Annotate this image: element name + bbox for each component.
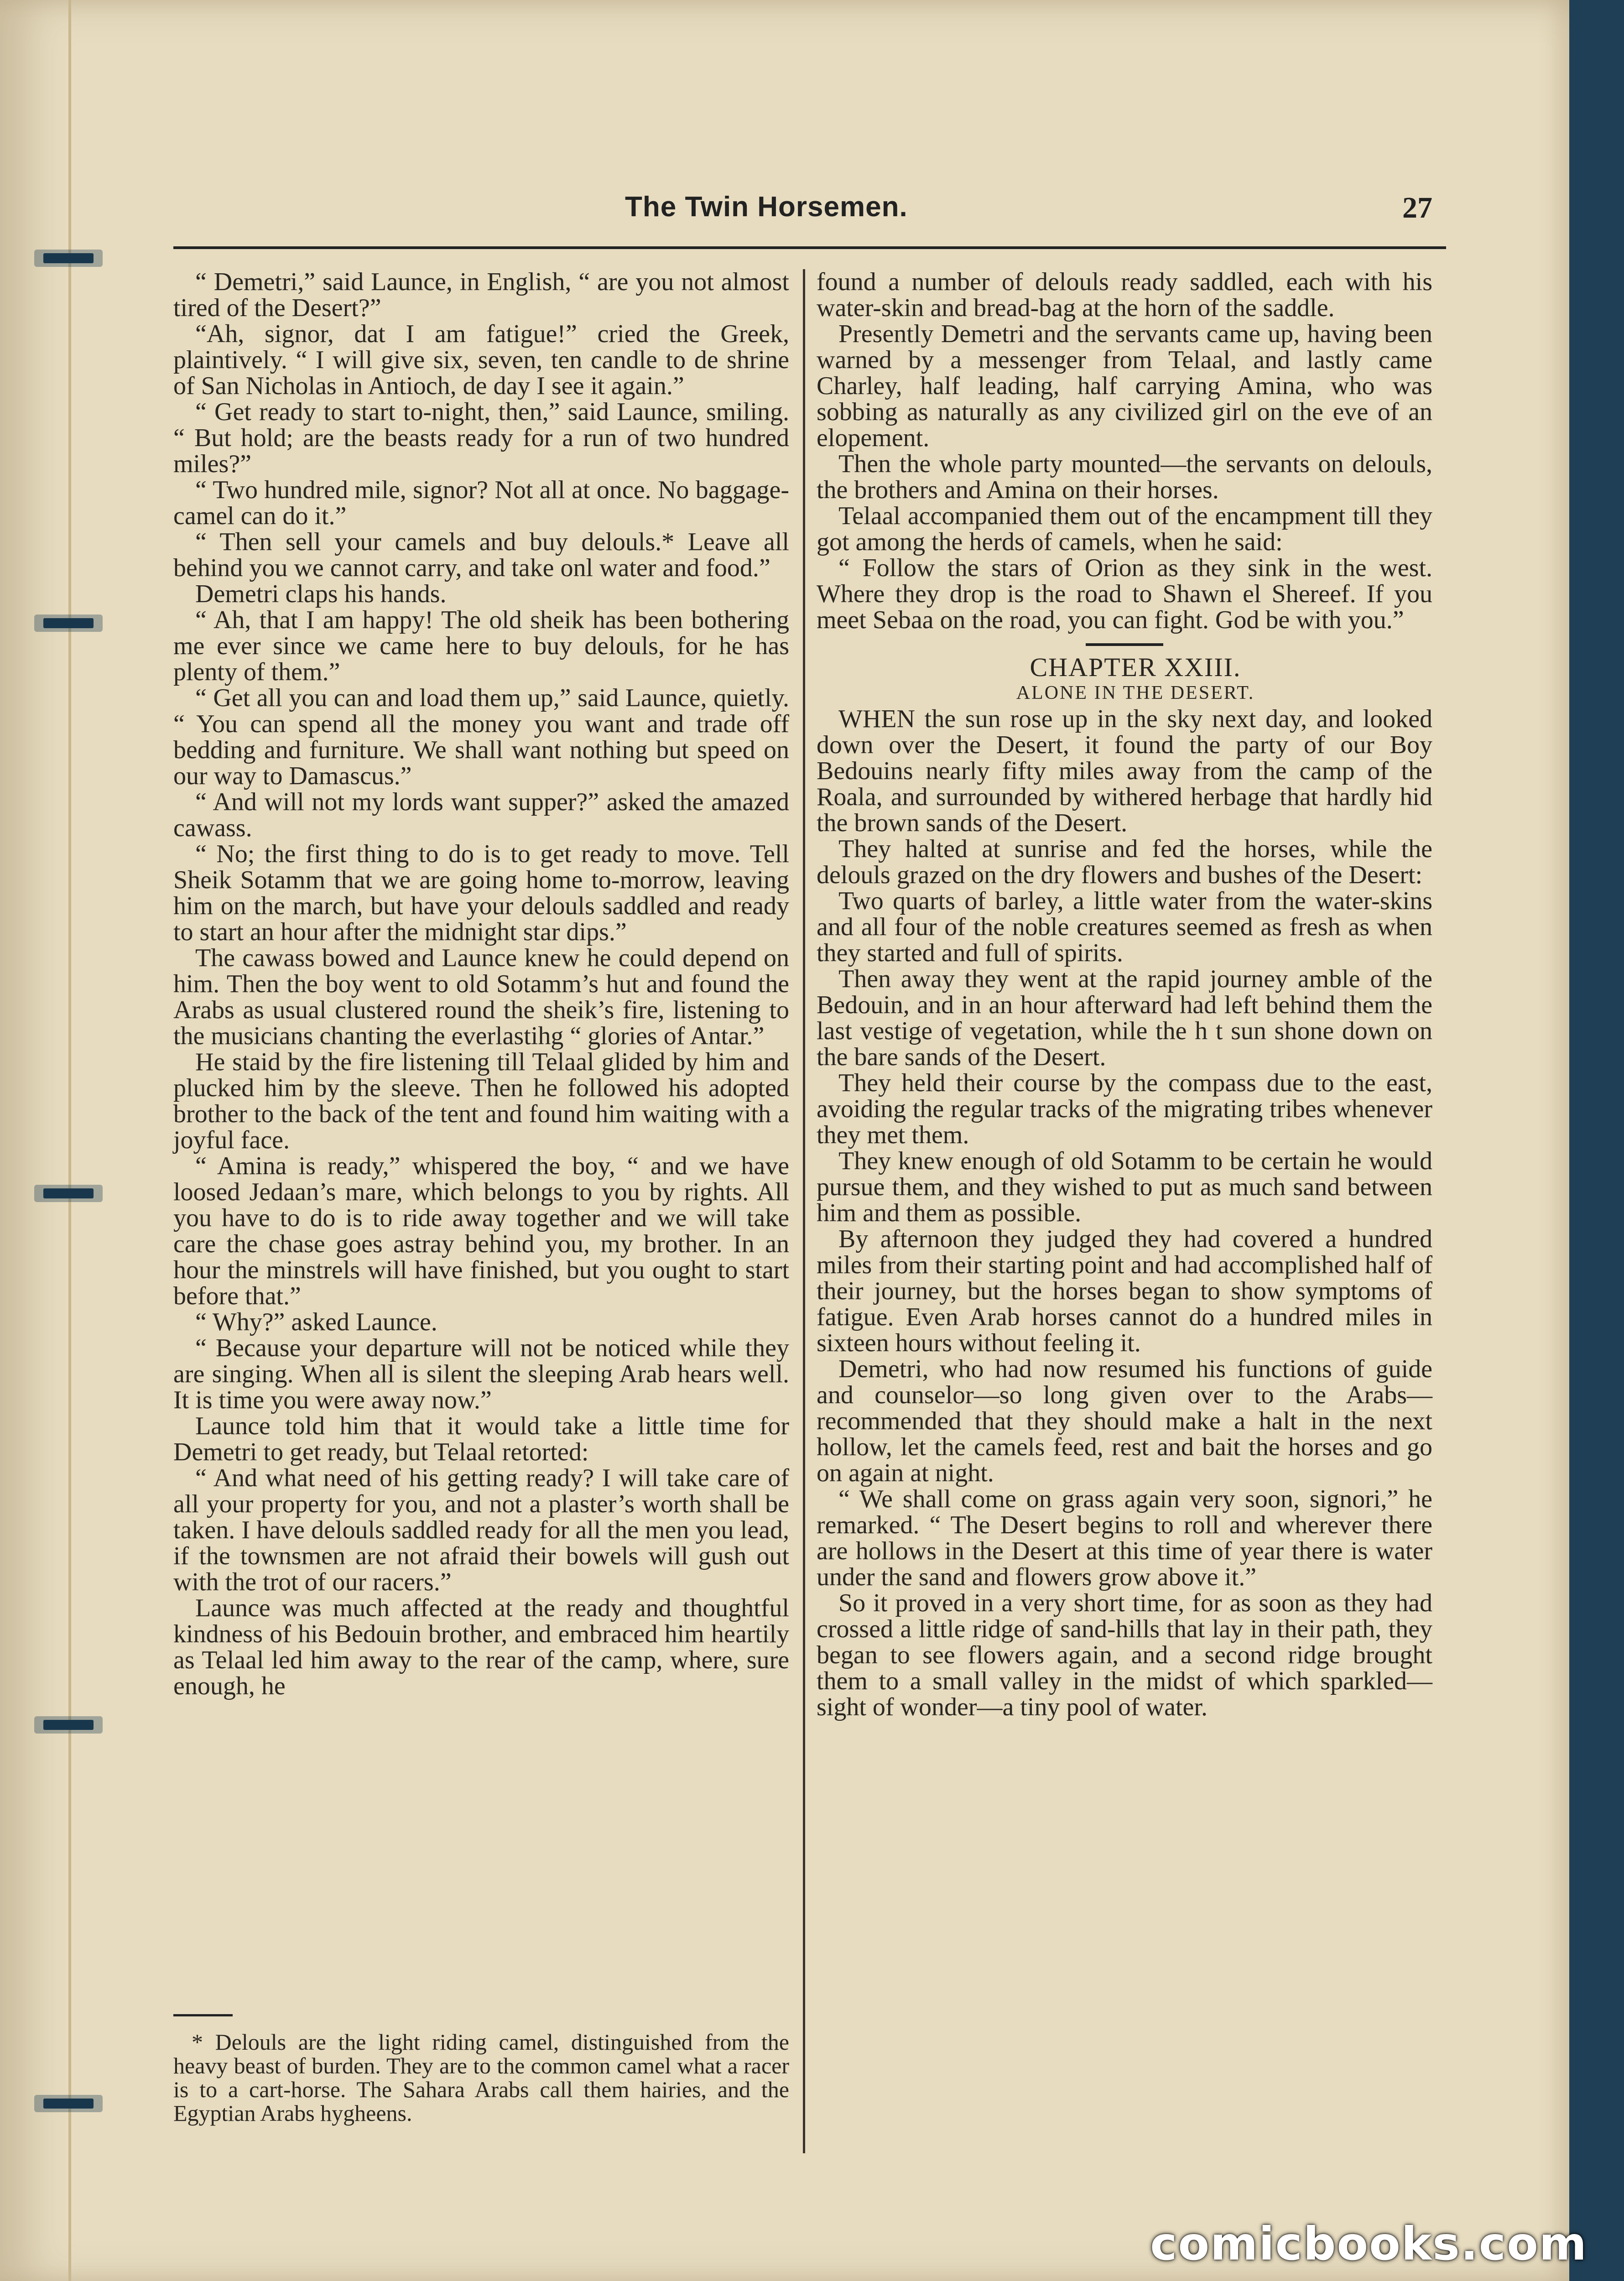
paragraph: “ Then sell your camels and buy delouls.* Leave all behind you we cannot carry, and take onl water and food.” [173,528,789,582]
paragraph: WHEN the sun rose up in the sky next day, and looked down over the Desert, it found the party of our Boy Bedouins nearly fifty miles away from the camp of the Roala, and surrounded by withered herbage that hardly hid the brown sands of the Desert. [817,705,1432,837]
paragraph: They held their course by the compass due to the east, avoiding the regular tracks of the migrating tribes whenever they met them. [817,1069,1432,1149]
paragraph: Launce told him that it would take a little time for Demetri to get ready, but Telaal retorted: [173,1412,789,1466]
paragraph: He staid by the fire listening till Telaal glided by him and plucked him by the sleeve. Then he followed his adopted brother to the back of the tent and found him waiting with a joyful face. [173,1048,789,1154]
paragraph: “ Demetri,” said Launce, in English, “ are you not almost tired of the Desert?” [173,268,789,322]
footnote [173,2030,789,2125]
paragraph: “ Why?” asked Launce. [195,1308,437,1336]
paragraph: Presently Demetri and the servants came up, having been warned by a messenger from Telaal, and lastly came Charley, half leading, half carrying Amina, who was sobbing as naturally as any civilized girl on the eve of an elopement. [817,320,1432,452]
paragraph: They knew enough of old Sotamm to be certain he would pursue them, and they wished to put as much sand between him and them as possible. [817,1147,1432,1227]
column-divider [803,269,805,2153]
binding-stitch [43,1720,94,1730]
paragraph: “ Amina is ready,” whispered the boy, “ and we have loosed Jedaan’s mare, which belongs to you by rights. All you have to do is to ride away together and we will take care the chase goes astray behind you, my brother. In an hour the minstrels will have finished, but you ought to start before that.” [173,1152,789,1310]
paragraph: “ We shall come on grass again very soon, signori,” he remarked. “ The Desert begins to roll and wherever there are hollows in the Desert at this time of year there is water under the sand and flowers grow above it.” [817,1485,1432,1591]
paragraph: found a number of delouls ready saddled, each with his water-skin and bread-bag at the horn of the saddle. [817,268,1432,322]
paragraph: “ Get ready to start to-night, then,” said Launce, smiling. “ But hold; are the beasts ready for a run of two hundred miles?” [173,398,789,478]
paragraph: “ Follow the stars of Orion as they sink in the west. Where they drop is the road to Shawn el Shereef. If you meet Sebaa on the road, you can fight. God be with you.” [817,554,1432,634]
right-column [817,269,1432,1720]
paragraph: “ Ah, that I am happy! The old sheik has been bothering me ever since we came here to buy delouls, for he has plenty of them.” [173,606,789,686]
watermark-logo: comicbooks.com [1150,2217,1588,2271]
footnote-rule [173,2014,233,2016]
paragraph: Demetri, who had now resumed his functions of guide and counselor—so long given over to the Arabs—recommended that they should make a halt in the next hollow, let the camels feed, rest and bait the horses and go on again at night. [817,1355,1432,1487]
chapter-subtitle: ALONE IN THE DESERT. [1016,682,1255,703]
paragraph: Two quarts of barley, a little water from the water-skins and all four of the noble creatures seemed as fresh as when they started and full of spirits. [817,887,1432,967]
binding-gutter [68,0,71,2281]
paragraph: So it proved in a very short time, for as soon as they had crossed a little ridge of sand-hills that lay in their path, they began to see flowers again, and a second ridge brought them to a small valley in the midst of which sparkled—sight of wonder—a tiny pool of water. [817,1589,1432,1721]
chapter-rule [1086,643,1163,646]
paragraph: Then away they went at the rapid journey amble of the Bedouin, and in an hour afterward had left behind them the last vestige of vegetation, while the h t sun shone down on the bare sands of the Desert. [817,965,1432,1071]
paragraph: Demetri claps his hands. [195,580,447,608]
binding-stitch [43,618,94,628]
paragraph: “ And will not my lords want supper?” asked the amazed cawass. [173,788,789,842]
binding-stitch [43,1188,94,1198]
running-header-title: The Twin Horsemen. [625,191,908,223]
paragraph: Then the whole party mounted—the servants on delouls, the brothers and Amina on their horses. [817,450,1432,504]
paragraph: Launce was much affected at the ready and thoughtful kindness of his Bedouin brother, and embraced him heartily as Telaal led him away to the rear of the camp, where, sure enough, he [173,1594,789,1700]
paragraph: Telaal accompanied them out of the encampment till they got among the herds of camels, when he said: [817,502,1432,556]
paragraph: “ No; the first thing to do is to get ready to move. Tell Sheik Sotamm that we are going home to-morrow, leaving him on the march, but have your delouls saddled and ready to start an hour after the midnight star dips.” [173,840,789,946]
binding-stitch [43,2099,94,2109]
left-column [173,269,789,1699]
page-number: 27 [1402,191,1432,224]
paragraph: “ Get all you can and load them up,” said Launce, quietly. “ You can spend all the money you want and trade off bedding and furniture. We shall want nothing but speed on our way to Damascus.” [173,684,789,790]
paragraph: They halted at sunrise and fed the horses, while the delouls grazed on the dry flowers and bushes of the Desert: [817,835,1432,889]
paragraph: By afternoon they judged they had covered a hundred miles from their starting point and had accomplished half of their journey, but the horses began to show symptoms of fatigue. Even Arab horses cannot do a hundred miles in sixteen hours without feeling it. [817,1225,1432,1357]
binding-stitch [43,253,94,263]
paragraph: The cawass bowed and Launce knew he could depend on him. Then the boy went to old Sotamm’s hut and found the Arabs as usual clustered round the sheik’s fire, listening to the musicians chanting the everlastihg “ glories of Antar.” [173,944,789,1050]
chapter-title: CHAPTER XXIII. [1030,652,1241,682]
paragraph: “ Because your departure will not be noticed while they are singing. When all is silent the sleeping Arab hears well. It is time you were away now.” [173,1334,789,1414]
paragraph: “Ah, signor, dat I am fatigue!” cried the Greek, plaintively. “ I will give six, seven, ten candle to de shrine of San Nicholas in Antioch, de day I see it again.” [173,320,789,400]
paragraph: “ Two hundred mile, signor? Not all at once. No baggage-camel can do it.” [173,476,789,530]
header-rule [173,246,1446,249]
footnote-text: * Delouls are the light riding camel, distinguished from the heavy beast of burden. They are to the common camel what a racer is to a cart-horse. The Sahara Arabs call them hairies, and the Egyptian Arabs hygheens. [173,2029,789,2126]
paragraph: “ And what need of his getting ready? I will take care of all your property for you, and not a plaster’s worth shall be taken. I have delouls saddled ready for all the men you lead, if the townsmen are not afraid their bowels will gush out with the trot of our racers.” [173,1464,789,1596]
